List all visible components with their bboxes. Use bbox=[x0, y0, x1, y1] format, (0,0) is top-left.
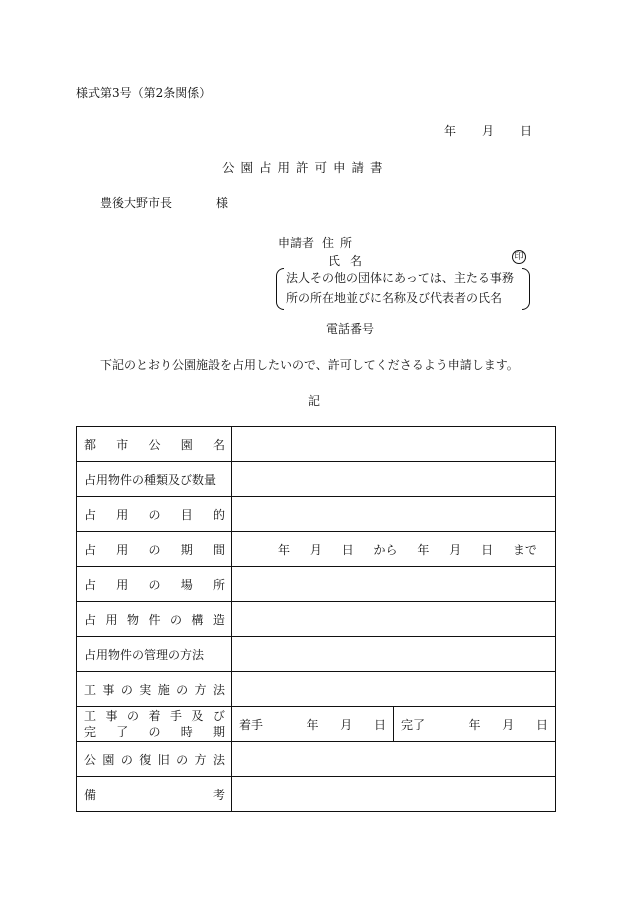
row-label-text: 占 用 の 場 所 bbox=[84, 577, 225, 592]
addressee bbox=[100, 194, 228, 211]
row-value[interactable] bbox=[232, 637, 556, 672]
table-row bbox=[77, 567, 556, 602]
table-row bbox=[77, 462, 556, 497]
row-value[interactable] bbox=[232, 427, 556, 462]
seal-mark: 印 bbox=[512, 250, 526, 264]
left-bracket bbox=[276, 268, 284, 310]
right-bracket bbox=[522, 268, 530, 310]
table-row bbox=[77, 602, 556, 637]
application-table bbox=[76, 426, 556, 812]
row-label-text: 工 事 の 着 手 及 び bbox=[84, 709, 225, 723]
table-row bbox=[77, 707, 556, 742]
row-label bbox=[77, 532, 232, 567]
form-number: 様式第3号（第2条関係） bbox=[76, 86, 212, 100]
address-label: 住所 bbox=[322, 236, 359, 250]
table-row bbox=[77, 672, 556, 707]
row-label-text: 占用物件の種類及び数量 bbox=[84, 472, 217, 487]
row-value[interactable] bbox=[232, 742, 556, 777]
table-row bbox=[77, 427, 556, 462]
note-line-2: 所の所在地並びに名称及び代表者の氏名 bbox=[286, 291, 503, 305]
name-label: 氏名 bbox=[328, 254, 373, 268]
row-label bbox=[77, 777, 232, 812]
table-row bbox=[77, 637, 556, 672]
ki-heading: 記 bbox=[308, 394, 321, 408]
applicant-label: 申請者 bbox=[278, 236, 315, 250]
row-value[interactable] bbox=[232, 672, 556, 707]
date-half[interactable]: 着手 年 月 日 bbox=[239, 717, 386, 732]
table-row bbox=[77, 497, 556, 532]
row-label-text: 備 考 bbox=[84, 787, 225, 802]
row-label bbox=[77, 497, 232, 532]
applicant-address-row bbox=[278, 234, 358, 251]
date-half[interactable]: 完了 年 月 日 bbox=[393, 707, 555, 741]
row-value[interactable] bbox=[232, 462, 556, 497]
table-row bbox=[77, 777, 556, 812]
date-line bbox=[444, 122, 532, 139]
row-label bbox=[77, 462, 232, 497]
row-label bbox=[77, 567, 232, 602]
row-value[interactable] bbox=[232, 567, 556, 602]
row-label bbox=[77, 427, 232, 462]
row-value[interactable] bbox=[232, 777, 556, 812]
date-day: 日 bbox=[520, 124, 533, 138]
addressee-honorific: 様 bbox=[216, 196, 229, 210]
construction-period-fields bbox=[232, 707, 555, 741]
document-title: 公園占用許可申請書 bbox=[222, 160, 389, 175]
date-year: 年 bbox=[444, 124, 457, 138]
row-label-text: 工 事 の 実 施 の 方 法 bbox=[84, 682, 225, 697]
phone-label: 電話番号 bbox=[326, 322, 375, 336]
row-label-text: 都 市 公 園 名 bbox=[84, 437, 225, 452]
row-value[interactable] bbox=[232, 532, 556, 567]
period-fields: 年 月 日 から 年 月 日 まで bbox=[278, 542, 537, 557]
corporate-note bbox=[276, 268, 530, 312]
row-label bbox=[77, 707, 232, 742]
note-line-1: 法人その他の団体にあっては、主たる事務 bbox=[286, 271, 514, 285]
table-row bbox=[77, 742, 556, 777]
row-label-text: 占 用 物 件 の 構 造 bbox=[84, 612, 225, 627]
row-value[interactable] bbox=[232, 707, 556, 742]
row-label bbox=[77, 637, 232, 672]
row-label-text: 占 用 の 期 間 bbox=[84, 542, 225, 557]
row-label-text: 占用物件の管理の方法 bbox=[84, 647, 205, 662]
application-statement: 下記のとおり公園施設を占用したいので、許可してくださるよう申請します。 bbox=[100, 358, 519, 372]
row-label bbox=[77, 602, 232, 637]
row-label-text: 占 用 の 目 的 bbox=[84, 507, 225, 522]
row-label-text: 完 了 の 時 期 bbox=[84, 725, 225, 739]
row-label bbox=[77, 742, 232, 777]
row-value[interactable] bbox=[232, 497, 556, 532]
date-month: 月 bbox=[482, 124, 495, 138]
row-value[interactable] bbox=[232, 602, 556, 637]
table-row bbox=[77, 532, 556, 567]
row-label-text: 公 園 の 復 旧 の 方 法 bbox=[84, 752, 225, 767]
row-label bbox=[77, 672, 232, 707]
addressee-name: 豊後大野市長 bbox=[100, 196, 173, 210]
